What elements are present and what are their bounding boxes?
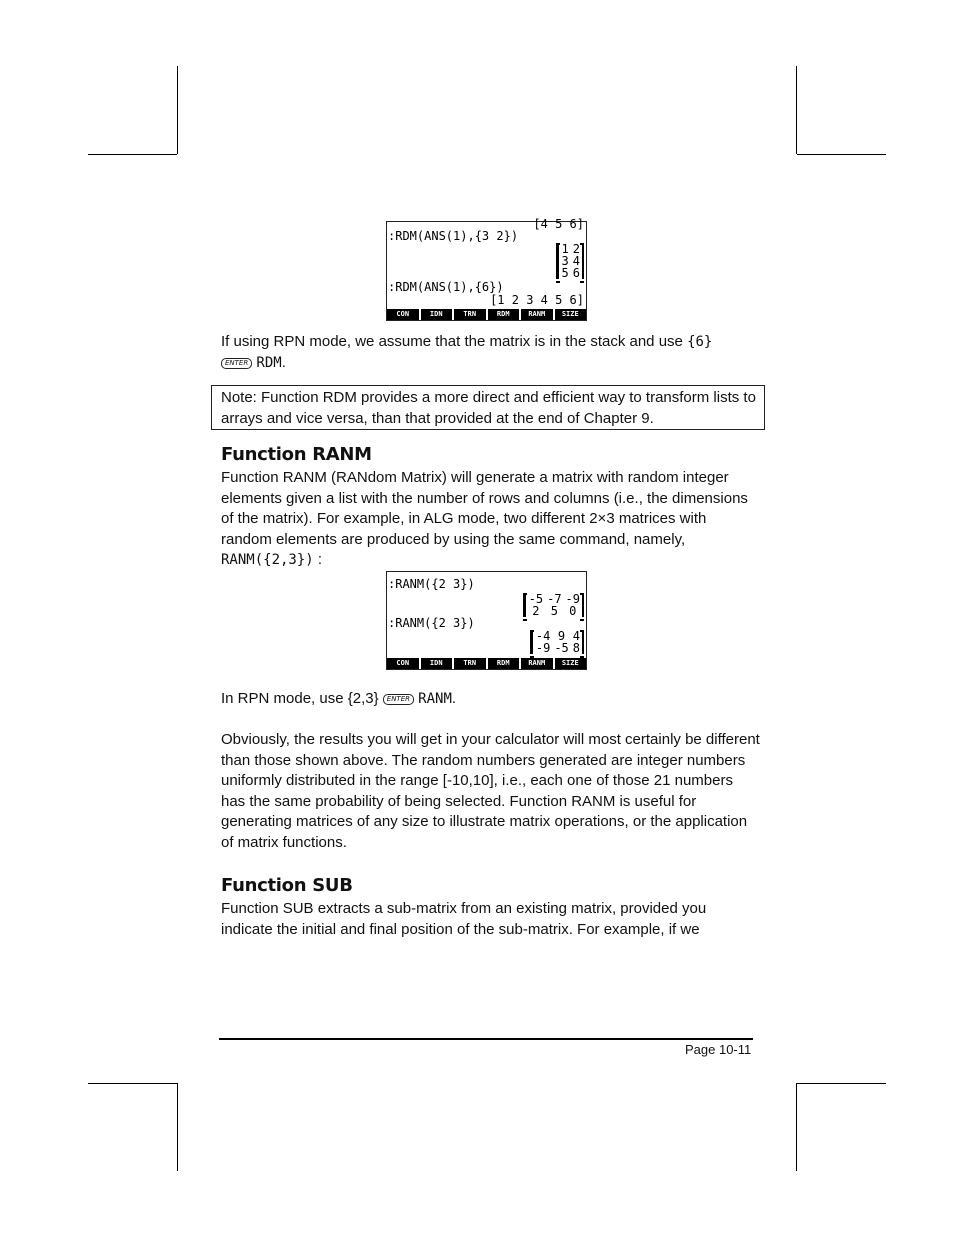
code-command: RDM bbox=[256, 354, 282, 371]
crop-mark bbox=[88, 1083, 177, 1084]
sub-paragraph: Function SUB extracts a sub-matrix from an existing matrix, provided you indicate the initial and final position of the sub-matrix. For example, if we bbox=[221, 900, 707, 938]
soft-key: TRN bbox=[454, 309, 488, 320]
crop-mark bbox=[797, 154, 886, 155]
result-matrix bbox=[530, 630, 584, 654]
matrix-cell: 4 bbox=[572, 254, 580, 268]
random-explanation-paragraph: Obviously, the results you will get in your calculator will most certainly be different than those shown above. The random numbers generated are integer numbers uniformly distributed in the range [-10,10], i.e., each one of those 21 numbers has the same probability of being selected. Function RANM is useful for generating matrices of any size to illustrate matrix operations, or the application of matrix functions. bbox=[221, 731, 760, 851]
code-list: {6} bbox=[687, 334, 713, 350]
soft-key: IDN bbox=[421, 309, 455, 320]
soft-key: IDN bbox=[421, 658, 455, 669]
matrix-cell: -5 bbox=[554, 641, 569, 655]
matrix-cell: 4 bbox=[572, 629, 580, 643]
result-matrix bbox=[556, 243, 584, 279]
matrix-cell: 9 bbox=[557, 629, 566, 643]
screen-result: [1 2 3 4 5 6] bbox=[490, 293, 584, 307]
calculator-screen-ranm bbox=[386, 571, 587, 670]
ranm-paragraph: Function RANM (RANdom Matrix) will generate a matrix with random integer elements given a list with the number of rows and columns (i.e., the dimensions of the matrix). For example, in ALG mode, two different 2×3 matrices with random elements are produced by using the same command, namely, RANM({2,3}) : bbox=[221, 469, 748, 569]
soft-key: SIZE bbox=[561, 310, 579, 318]
page-number: Page 10-11 bbox=[685, 1042, 752, 1057]
screen-command: :RDM(ANS(1),{3 2}) bbox=[388, 229, 519, 243]
matrix-cell: 2 bbox=[572, 242, 580, 256]
matrix-cell: -7 bbox=[547, 592, 562, 606]
matrix-cell: 0 bbox=[569, 604, 577, 618]
code-command: RANM({2,3}) bbox=[221, 552, 314, 569]
rpn-ranm-paragraph: In RPN mode, use {2,3} ENTER RANM. bbox=[221, 690, 457, 707]
matrix-cell: 8 bbox=[572, 641, 580, 655]
footer-rule bbox=[219, 1038, 753, 1040]
matrix-cell: -9 bbox=[565, 592, 580, 606]
crop-mark bbox=[797, 1083, 886, 1084]
section-heading-ranm: Function RANM bbox=[221, 444, 372, 465]
soft-menu-bar bbox=[387, 658, 586, 669]
soft-key: CON bbox=[387, 658, 421, 669]
matrix-cell: 5 bbox=[550, 604, 558, 618]
code-command: RANM bbox=[418, 691, 452, 707]
screen-command: :RDM(ANS(1),{6}) bbox=[388, 280, 504, 294]
screen-command: :RANM({2 3}) bbox=[388, 616, 475, 630]
screen-command: :RANM({2 3}) bbox=[388, 577, 475, 591]
soft-key: RDM bbox=[488, 309, 522, 320]
screen-line: [4 5 6] bbox=[533, 217, 584, 231]
soft-key: RANM bbox=[521, 309, 555, 320]
enter-key-icon: ENTER bbox=[383, 694, 414, 705]
soft-key: RDM bbox=[488, 658, 522, 669]
crop-mark bbox=[796, 66, 797, 154]
crop-mark bbox=[177, 66, 178, 154]
rpn-rdm-paragraph: If using RPN mode, we assume that the matrix is in the stack and use {6} ENTER RDM. bbox=[221, 333, 713, 371]
result-matrix bbox=[523, 593, 584, 617]
crop-mark bbox=[177, 1083, 178, 1171]
calculator-screen-rdm bbox=[386, 217, 587, 321]
soft-key: SIZE bbox=[561, 659, 579, 667]
enter-key-icon: ENTER bbox=[221, 358, 252, 369]
soft-key: RANM bbox=[521, 658, 555, 669]
matrix-cell: -4 bbox=[535, 629, 551, 643]
note-box: Note: Function RDM provides a more direct and efficient way to transform lists to arrays and vice versa, than that provided at the end of Chapter 9. bbox=[211, 385, 765, 430]
soft-key: CON bbox=[387, 309, 421, 320]
matrix-cell: 2 bbox=[532, 604, 540, 618]
crop-mark bbox=[796, 1083, 797, 1171]
crop-mark bbox=[88, 154, 177, 155]
soft-menu-bar bbox=[387, 309, 586, 320]
matrix-cell: -5 bbox=[528, 592, 544, 606]
matrix-cell: 5 bbox=[561, 266, 569, 280]
soft-key: TRN bbox=[454, 658, 488, 669]
matrix-cell: 1 bbox=[561, 242, 569, 256]
matrix-cell: 3 bbox=[561, 254, 569, 268]
section-heading-sub: Function SUB bbox=[221, 875, 353, 896]
matrix-cell: -9 bbox=[535, 641, 551, 655]
matrix-cell: 6 bbox=[572, 266, 580, 280]
